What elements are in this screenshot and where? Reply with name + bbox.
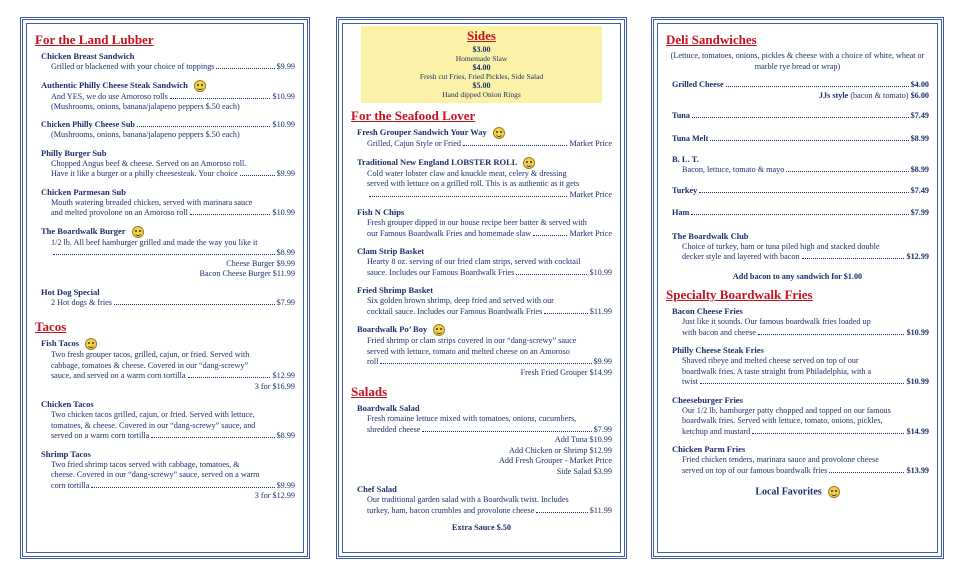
item-name: Philly Cheese Steak Fries [672,345,764,355]
item-price: $12.99 [272,371,295,381]
menu-item [351,207,612,239]
item-desc: with bacon and cheese [682,327,756,337]
item-price: $8.99 [910,165,929,174]
smiley-face-icon [433,324,445,336]
item-subdesc: (bacon & tomato) [850,90,909,100]
menu-item [666,186,929,197]
menu-item [35,148,295,180]
menu-item [35,449,295,502]
menu-panel-middle [336,17,627,559]
section-title-deli: Deli Sandwiches [666,32,757,47]
side-desc: Homemade Slaw [455,54,508,63]
item-desc: twist [682,377,698,386]
menu-item [666,306,929,338]
add-bacon-note: Add bacon to any sandwich for $1.00 [732,271,863,281]
menu-item [351,285,612,317]
item-name: B. L. T. [672,154,699,164]
menu-item [666,231,929,263]
item-desc: Hearty 8 oz. serving of our fried clam strips, served with cocktail [367,257,581,267]
item-desc: Fried chicken tenders, marinara sauce and provolone cheese [682,455,879,464]
section-title-land-lubber: For the Land Lubber [35,32,154,47]
item-desc: ketchup and mustard [682,426,751,436]
item-desc: And YES, we do use Amoroso rolls [51,91,168,101]
item-price: $7.99 [276,297,295,307]
item-price: $9.99 [276,169,295,179]
item-name: Hot Dog Special [41,286,100,297]
item-price: $9.99 [276,62,295,71]
item-desc: Fresh grouper dipped in our house recipe beer batter & served with [367,218,587,228]
item-desc: sauce. Includes our Famous Boardwalk Fries [367,267,515,277]
item-desc: Two fried shrimp tacos served with cabbage, tomatoes, & [51,459,240,469]
extra-sauce-note: Extra Sauce $.50 [452,523,511,533]
item-price: $9.99 [593,357,612,367]
item-name: Chef Salad [357,484,397,495]
item-extra: Cheese Burger $9.99 [226,258,295,268]
item-desc: Grilled or blackened with your choice of toppings [51,62,215,71]
menu-item [351,246,612,278]
item-name: Boardwalk Salad [357,403,420,414]
item-name: Cheeseburger Fries [672,394,743,405]
item-price: $10.99 [272,119,295,129]
item-extra: Add Fresh Grouper - Market Price [498,456,612,466]
item-subprice: $6.00 [910,90,929,100]
item-extra: Bacon Cheese Burger $11.99 [199,269,295,279]
item-price: $10.99 [589,267,612,277]
item-price: Market Price [569,139,612,149]
item-extra: Add Tuna $10.99 [554,435,612,445]
section-title-sides: Sides [467,28,496,43]
side-price: $5.00 [472,81,491,90]
item-price: $9.99 [276,480,295,490]
item-extra: Fresh Fried Grouper $14.99 [520,367,612,377]
item-price: $11.99 [589,505,612,515]
menu-item [666,345,929,388]
item-name: Authentic Philly Cheese Steak Sandwich [41,79,188,90]
item-desc: Fried shrimp or clam strips covered in our “dang-screwy” sauce [367,336,577,346]
section-title-salads: Salads [351,384,388,400]
menu-item [35,187,295,219]
item-name: Fresh Grouper Sandwich Your Way [357,127,487,137]
item-name: Chicken Parmesan Sub [41,186,127,197]
item-price: $10.99 [906,377,929,386]
item-extra: Add Chicken or Shrimp $12.99 [508,445,612,455]
item-desc: roll [367,357,379,367]
menu-item [35,338,295,392]
item-desc: Mouth watering breaded chicken, served with marinara sauce [51,197,253,207]
item-desc: cabbage, tomatoes & cheese. Covered in our “dang-screwy” [51,360,249,370]
item-desc: Have it like a burger or a philly cheesesteak. Your choice [51,169,238,179]
item-price: $7.99 [593,424,612,434]
item-price: $8.99 [276,431,295,441]
item-price: $7.49 [910,185,929,195]
item-price: $14.99 [906,426,929,436]
item-desc: served on top of our famous boardwalk fries [682,465,828,475]
section-title-fries: Specialty Boardwalk Fries [666,287,813,302]
menu-item [666,395,929,438]
menu-item [351,127,612,150]
menu-item [351,157,612,201]
item-desc: Choice of turkey, ham or tuna piled high and stacked double [682,241,880,251]
item-note: (Mushrooms, onions, banana/jalapeno peppers $.50 each) [51,130,240,140]
item-price: $11.99 [589,306,612,316]
item-desc: corn tortilla [51,480,90,490]
item-name: Chicken Breast Sandwich [41,51,135,61]
item-name: Shrimp Tacos [41,448,91,459]
smiley-face-icon [493,127,505,139]
item-desc: our Famous Boardwalk Fries and homemade slaw [367,228,532,238]
item-desc: Grilled, Cajun Style or Fried [367,139,461,149]
item-desc: Shaved ribeye and melted cheese served on top of our [682,356,859,365]
item-name: Ham [672,208,690,217]
item-desc: Six golden brown shrimp, deep fried and served with our [367,296,554,306]
item-price: Market Price [569,228,612,238]
item-desc: Chopped Angus beef & cheese. Served on an Amoroso roll. [51,158,247,168]
menu-item [35,226,295,280]
item-price: $4.00 [910,80,929,89]
item-price: $7.99 [910,208,929,217]
item-price: $8.99 [910,133,929,143]
section-title-seafood: For the Seafood Lover [351,108,476,123]
item-desc: Cold water lobster claw and knuckle meat, celery & dressing [367,168,567,178]
smiley-face-icon [132,226,144,238]
side-desc: Hand dipped Onion Rings [442,90,521,99]
smiley-face-icon [194,80,206,92]
menu-item [666,208,929,219]
item-name: Fish N Chips [357,207,405,218]
item-desc: Two chicken tacos grilled, cajun, or fried. Served with lettuce, [51,410,255,420]
item-name: Bacon Cheese Fries [672,306,743,316]
item-desc: Just like it sounds. Our famous boardwalk fries loaded up [682,317,871,326]
local-favorites-legend [666,486,929,498]
menu-item [351,484,612,516]
item-price: Market Price [569,189,612,199]
item-desc: served with lettuce, tomato and melted cheese on an Amoroso [367,346,570,356]
item-price: $12.99 [906,252,929,261]
menu-panel-right [651,17,944,559]
item-price: $10.99 [272,208,295,218]
item-desc: shredded cheese [367,424,421,434]
item-desc: and melted provolone on an Amoroso roll [51,208,188,218]
item-name: Chicken Parm Fries [672,444,746,454]
item-name: Clam Strip Basket [357,246,425,257]
item-desc: turkey, ham, bacon crumbles and provolone cheese [367,505,535,515]
item-price: $8.99 [276,248,295,258]
menu-item [35,51,295,73]
menu-item [666,80,929,101]
menu-item [35,80,295,113]
item-desc: decker style and layered with bacon [682,252,800,261]
item-desc: Two fresh grouper tacos, grilled, cajun, or fried. Served with [51,350,250,360]
item-price: $13.99 [906,465,929,475]
item-price: $10.99 [906,327,929,337]
item-desc: cocktail sauce. Includes our Famous Boardwalk Fries [367,306,543,316]
menu-item [666,154,929,176]
item-desc: boardwalk fries. Served with lettuce, tomato, onions, pickles, [682,416,883,425]
item-desc: served with lettuce on a grilled roll. This is as authentic as it gets [367,179,580,189]
item-name: Traditional New England LOBSTER ROLL [357,156,518,167]
side-desc: Fresh cut Fries, Fried Pickles, Side Salad [419,72,544,81]
item-desc: 2 Hot dogs & fries [51,297,112,307]
item-desc: Our traditional garden salad with a Boardwalk twist. Includes [367,495,569,505]
item-name: Tuna [672,111,690,120]
menu-item [35,120,295,141]
item-name: Chicken Tacos [41,399,94,410]
item-name: Chicken Philly Cheese Sub [41,119,135,129]
item-name: Fish Tacos [41,338,80,349]
item-desc: sauce, and served on a warm corn tortilla [51,371,186,381]
item-name: The Boardwalk Burger [41,225,126,236]
item-subname: JJs style [818,90,849,100]
item-desc: cheese. Covered in our “dang-screwy” sauce, served on a warm [51,470,260,480]
menu-item [351,403,612,477]
item-name: Turkey [672,185,698,195]
menu-item [351,324,612,378]
side-price: $4.00 [472,63,491,72]
menu-item [666,134,929,145]
item-name: Philly Burger Sub [41,147,107,158]
deli-intro: (Lettuce, tomatoes, onions, pickles & cheese with a choice of white, wheat or marble rye bread or wrap) [670,51,925,71]
item-extra: Side Salad $3.99 [556,466,612,476]
item-price: $7.49 [910,111,929,120]
smiley-face-icon [828,486,840,498]
item-name: Tuna Melt [672,133,709,143]
menu-item [35,287,295,309]
item-extra: 3 for $12.99 [254,491,295,501]
menu-item [666,111,929,122]
item-desc: 1/2 lb. All beef hamburger grilled and made the way you like it [51,237,258,247]
item-desc: served on a warm corn tortilla [51,431,150,441]
side-price: $3.00 [472,45,491,54]
item-name: Grilled Cheese [672,80,724,89]
menu-item [35,399,295,442]
section-title-tacos: Tacos [35,319,67,335]
menu-panel-left [20,17,310,559]
item-note: (Mushrooms, onions, banana/jalapeno peppers $.50 each) [51,102,240,112]
item-price: $10.99 [272,91,295,101]
item-desc: Fresh romaine lettuce mixed with tomatoes, onions, cucumbers, [367,414,577,424]
item-desc: tomatoes, & cheese. Covered in our “dang-screwy” sauce, and [51,420,256,430]
local-favorites-label: Local Favorites [755,486,822,498]
smiley-face-icon [523,157,535,169]
item-desc: Our 1/2 lb. hamburger patty chopped and topped on our famous [682,405,891,415]
menu-item [666,444,929,476]
smiley-face-icon [85,338,97,350]
item-name: Boardwalk Po’ Boy [357,324,428,335]
sides-box [361,26,602,103]
item-desc: boardwalk fries. A taste straight from Philadelphia, with a [682,366,872,376]
item-extra: 3 for $16.99 [254,381,295,391]
item-desc: Bacon, lettuce, tomato & mayo [682,165,785,174]
item-name: The Boardwalk Club [672,230,749,241]
item-name: Fried Shrimp Basket [357,285,434,296]
